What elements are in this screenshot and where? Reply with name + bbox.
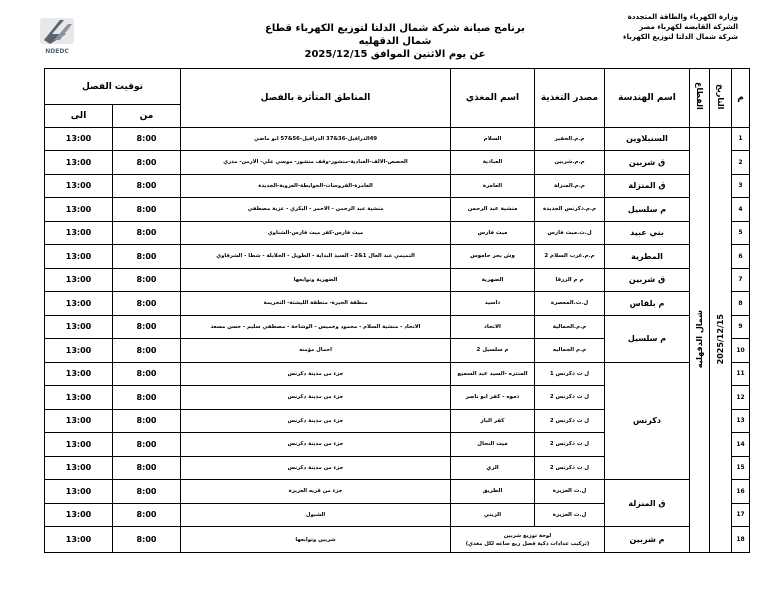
- title-line-2: عن يوم الاثنين الموافق 2025/12/15: [304, 49, 486, 60]
- engineering-cell: ق شربين: [605, 268, 690, 292]
- to-cell: 13:00: [45, 362, 113, 386]
- feed-source-cell: م م الزرقا: [535, 268, 605, 292]
- to-cell: 13:00: [45, 480, 113, 504]
- from-cell: 8:00: [113, 127, 181, 151]
- from-cell: 8:00: [113, 456, 181, 480]
- feeder-cell: كفر الباز: [451, 409, 535, 433]
- engineering-cell: م سلسيل: [605, 315, 690, 362]
- to-cell: 13:00: [45, 503, 113, 527]
- to-cell: 13:00: [45, 433, 113, 457]
- to-cell: 13:00: [45, 174, 113, 198]
- from-cell: 8:00: [113, 315, 181, 339]
- col-feed-source-header: مصدر التغذية: [535, 69, 605, 128]
- table-row: [45, 221, 750, 245]
- from-cell: 8:00: [113, 386, 181, 410]
- org-line: وزارة الكهرباء والطاقة المتجددة: [627, 13, 738, 21]
- table-row: [45, 480, 750, 504]
- feed-source-cell: م.م.دكرنس الجديدة: [535, 198, 605, 222]
- col-number-header: م: [732, 69, 750, 128]
- areas-cell: 49الدراقيل-36&37 الدراقيل-56&57 ابو ماضي: [181, 127, 451, 151]
- row-number: 5: [732, 221, 750, 245]
- row-number: 18: [732, 527, 750, 553]
- feed-source-cell: ل.ت العزيزة: [535, 503, 605, 527]
- feed-source-cell: ل ت دكرنس 2: [535, 433, 605, 457]
- to-cell: 13:00: [45, 221, 113, 245]
- row-number: 4: [732, 198, 750, 222]
- areas-cell: جزء من مدينة دكرنس: [181, 409, 451, 433]
- areas-cell: الشبول: [181, 503, 451, 527]
- feed-source-cell: م.م الجماليه: [535, 339, 605, 363]
- table-row: [45, 292, 750, 316]
- to-cell: 13:00: [45, 127, 113, 151]
- col-sector-header: القطاع: [690, 69, 710, 128]
- row-number: 7: [732, 268, 750, 292]
- feed-source-cell: ل ت دكرنس 2: [535, 456, 605, 480]
- row-number: 17: [732, 503, 750, 527]
- to-cell: 13:00: [45, 527, 113, 553]
- to-cell: 13:00: [45, 151, 113, 175]
- row-number: 6: [732, 245, 750, 269]
- feeder-cell: السلام: [451, 127, 535, 151]
- from-cell: 8:00: [113, 221, 181, 245]
- feeder-cell: وش بحر حاموس: [451, 245, 535, 269]
- table-row: [45, 315, 750, 339]
- feed-source-cell: ل.ت.ميت فارس: [535, 221, 605, 245]
- feeder-cell: العبادية: [451, 151, 535, 175]
- to-cell: 13:00: [45, 198, 113, 222]
- areas-cell: الاتحاد - منشية السلام - محمود وخميس - الوشاحة - مصطفي سليم - حسن مسعد: [181, 315, 451, 339]
- engineering-cell: م شربين: [605, 527, 690, 553]
- col-date-header: التاريخ: [710, 69, 732, 128]
- feeder-note: (تركيب عدادات ذكية فصل ربع ساعه لكل مغذي): [465, 540, 590, 547]
- table-row: [45, 245, 750, 269]
- to-cell: 13:00: [45, 339, 113, 363]
- areas-cell: ميت فارس-كفر ميت فارس-الشناوي: [181, 221, 451, 245]
- feed-source-cell: ل.ت.المعصرة: [535, 292, 605, 316]
- col-to-header: الى: [45, 105, 113, 127]
- feed-source-cell: ل ت دكرنس 2: [535, 409, 605, 433]
- feed-source-cell: م.م.الحفير: [535, 127, 605, 151]
- table-row: [45, 198, 750, 222]
- feeder-cell: المنتزه -السيد عبد السميع: [451, 362, 535, 386]
- feeder-cell: ميت النحال: [451, 433, 535, 457]
- from-cell: 8:00: [113, 292, 181, 316]
- feed-source-cell: ل ت دكرنس 1: [535, 362, 605, 386]
- table-row: [45, 151, 750, 175]
- areas-cell: جزء من مدينة دكرنس: [181, 386, 451, 410]
- col-feeder-header: اسم المغذي: [451, 69, 535, 128]
- areas-cell: العامرة-الفروسات-الحوايطة-العروبة-الجديدة: [181, 174, 451, 198]
- areas-cell: جزء من مدينة دكرنس: [181, 433, 451, 457]
- org-line: الشركة القابضه لكهرباء مصر: [639, 23, 738, 31]
- from-cell: 8:00: [113, 480, 181, 504]
- feeder-panel-name: لوحة توزيع شربين: [503, 532, 552, 539]
- organization-block: [538, 12, 738, 42]
- feed-source-cell: م.م.المنزلة: [535, 174, 605, 198]
- title-line-1: برنامج صيانة شركة شمال الدلتا لتوزيع الكهرباء قطاع شمال الدقهليه: [265, 23, 525, 47]
- from-cell: 8:00: [113, 268, 181, 292]
- header-row: [45, 69, 750, 105]
- feed-source-cell: م.م.الجمالية: [535, 315, 605, 339]
- areas-cell: الضهرية وتوابعها: [181, 268, 451, 292]
- table-row: [45, 362, 750, 386]
- areas-cell: منطقة الخيرة- منطقة الليشتة- التخريمة: [181, 292, 451, 316]
- engineering-cell: السنبلاوين: [605, 127, 690, 151]
- to-cell: 13:00: [45, 409, 113, 433]
- sector-cell: شمال الدقهليه: [690, 127, 710, 552]
- engineering-cell: ق شربين: [605, 151, 690, 175]
- areas-cell: جزء من مدينة دكرنس: [181, 456, 451, 480]
- feed-source-cell: ل.ت العزيزة: [535, 480, 605, 504]
- feeder-cell: م سلسيل 2: [451, 339, 535, 363]
- row-number: 3: [732, 174, 750, 198]
- from-cell: 8:00: [113, 151, 181, 175]
- row-number: 14: [732, 433, 750, 457]
- from-cell: 8:00: [113, 198, 181, 222]
- row-number: 11: [732, 362, 750, 386]
- col-cut-time-header: توقيت الفصل: [45, 69, 181, 105]
- org-line: شركة شمال الدلتا لتوزيع الكهرباء: [623, 33, 738, 41]
- to-cell: 13:00: [45, 456, 113, 480]
- feeder-cell: العامرة: [451, 174, 535, 198]
- feeder-cell: ميت فارس: [451, 221, 535, 245]
- row-number: 15: [732, 456, 750, 480]
- feeder-merged-cell: [451, 527, 605, 553]
- engineering-cell: بني عبيد: [605, 221, 690, 245]
- from-cell: 8:00: [113, 245, 181, 269]
- areas-cell: منشية عبد الرحمن - الاحمر - البكري - عزبة مصطفي: [181, 198, 451, 222]
- feeder-cell: الطريق: [451, 480, 535, 504]
- areas-cell: شربين وتوابعها: [181, 527, 451, 553]
- to-cell: 13:00: [45, 245, 113, 269]
- feeder-cell: داسيد: [451, 292, 535, 316]
- date-cell: 2025/12/15: [710, 127, 732, 552]
- engineering-cell: ق المنزلة: [605, 480, 690, 527]
- engineering-cell: ق المنزلة: [605, 174, 690, 198]
- engineering-cell: م سلسيل: [605, 198, 690, 222]
- engineering-cell: م بلقاس: [605, 292, 690, 316]
- from-cell: 8:00: [113, 433, 181, 457]
- areas-cell: التميمي عبد العال 1&2 - السيد البداية - الطويل - الخلايلة - شطا - الشرقاوي: [181, 245, 451, 269]
- logo-text: NDEDC: [45, 48, 69, 55]
- to-cell: 13:00: [45, 315, 113, 339]
- table-row: [45, 527, 750, 553]
- areas-cell: احمال مؤمنه: [181, 339, 451, 363]
- row-number: 13: [732, 409, 750, 433]
- row-number: 8: [732, 292, 750, 316]
- col-engineering-header: اسم الهندسة: [605, 69, 690, 128]
- row-number: 9: [732, 315, 750, 339]
- feed-source-cell: م.م.شربين: [535, 151, 605, 175]
- row-number: 16: [732, 480, 750, 504]
- from-cell: 8:00: [113, 527, 181, 553]
- feeder-cell: الضهرية: [451, 268, 535, 292]
- table-row: [45, 174, 750, 198]
- areas-cell: جزء من قريه العزيزة: [181, 480, 451, 504]
- to-cell: 13:00: [45, 386, 113, 410]
- from-cell: 8:00: [113, 174, 181, 198]
- feed-source-cell: ل ت دكرنس 2: [535, 386, 605, 410]
- table-row: [45, 268, 750, 292]
- engineering-cell: دكرنس: [605, 362, 690, 480]
- document-title: [250, 22, 540, 61]
- from-cell: 8:00: [113, 362, 181, 386]
- feeder-cell: دموه - كفر ابو ناصر: [451, 386, 535, 410]
- col-areas-header: المناطق المتأثرة بالفصل: [181, 69, 451, 128]
- row-number: 12: [732, 386, 750, 410]
- areas-cell: جزء من مدينة دكرنس: [181, 362, 451, 386]
- from-cell: 8:00: [113, 503, 181, 527]
- areas-cell: الحصص-الالف-العبادية-منشور-وقف منشور- موسي علي- الارمن- مدري: [181, 151, 451, 175]
- col-from-header: من: [113, 105, 181, 127]
- feeder-cell: الري: [451, 456, 535, 480]
- table-row: [45, 127, 750, 151]
- row-number: 1: [732, 127, 750, 151]
- feeder-cell: الزيني: [451, 503, 535, 527]
- to-cell: 13:00: [45, 292, 113, 316]
- feed-source-cell: م.م.غرب السلام 2: [535, 245, 605, 269]
- row-number: 2: [732, 151, 750, 175]
- feeder-cell: منشية عبد الرحمن: [451, 198, 535, 222]
- company-logo-icon: [30, 16, 84, 56]
- to-cell: 13:00: [45, 268, 113, 292]
- maintenance-schedule-table: [44, 68, 750, 553]
- row-number: 10: [732, 339, 750, 363]
- feeder-cell: الاتحاد: [451, 315, 535, 339]
- from-cell: 8:00: [113, 409, 181, 433]
- engineering-cell: المطرية: [605, 245, 690, 269]
- from-cell: 8:00: [113, 339, 181, 363]
